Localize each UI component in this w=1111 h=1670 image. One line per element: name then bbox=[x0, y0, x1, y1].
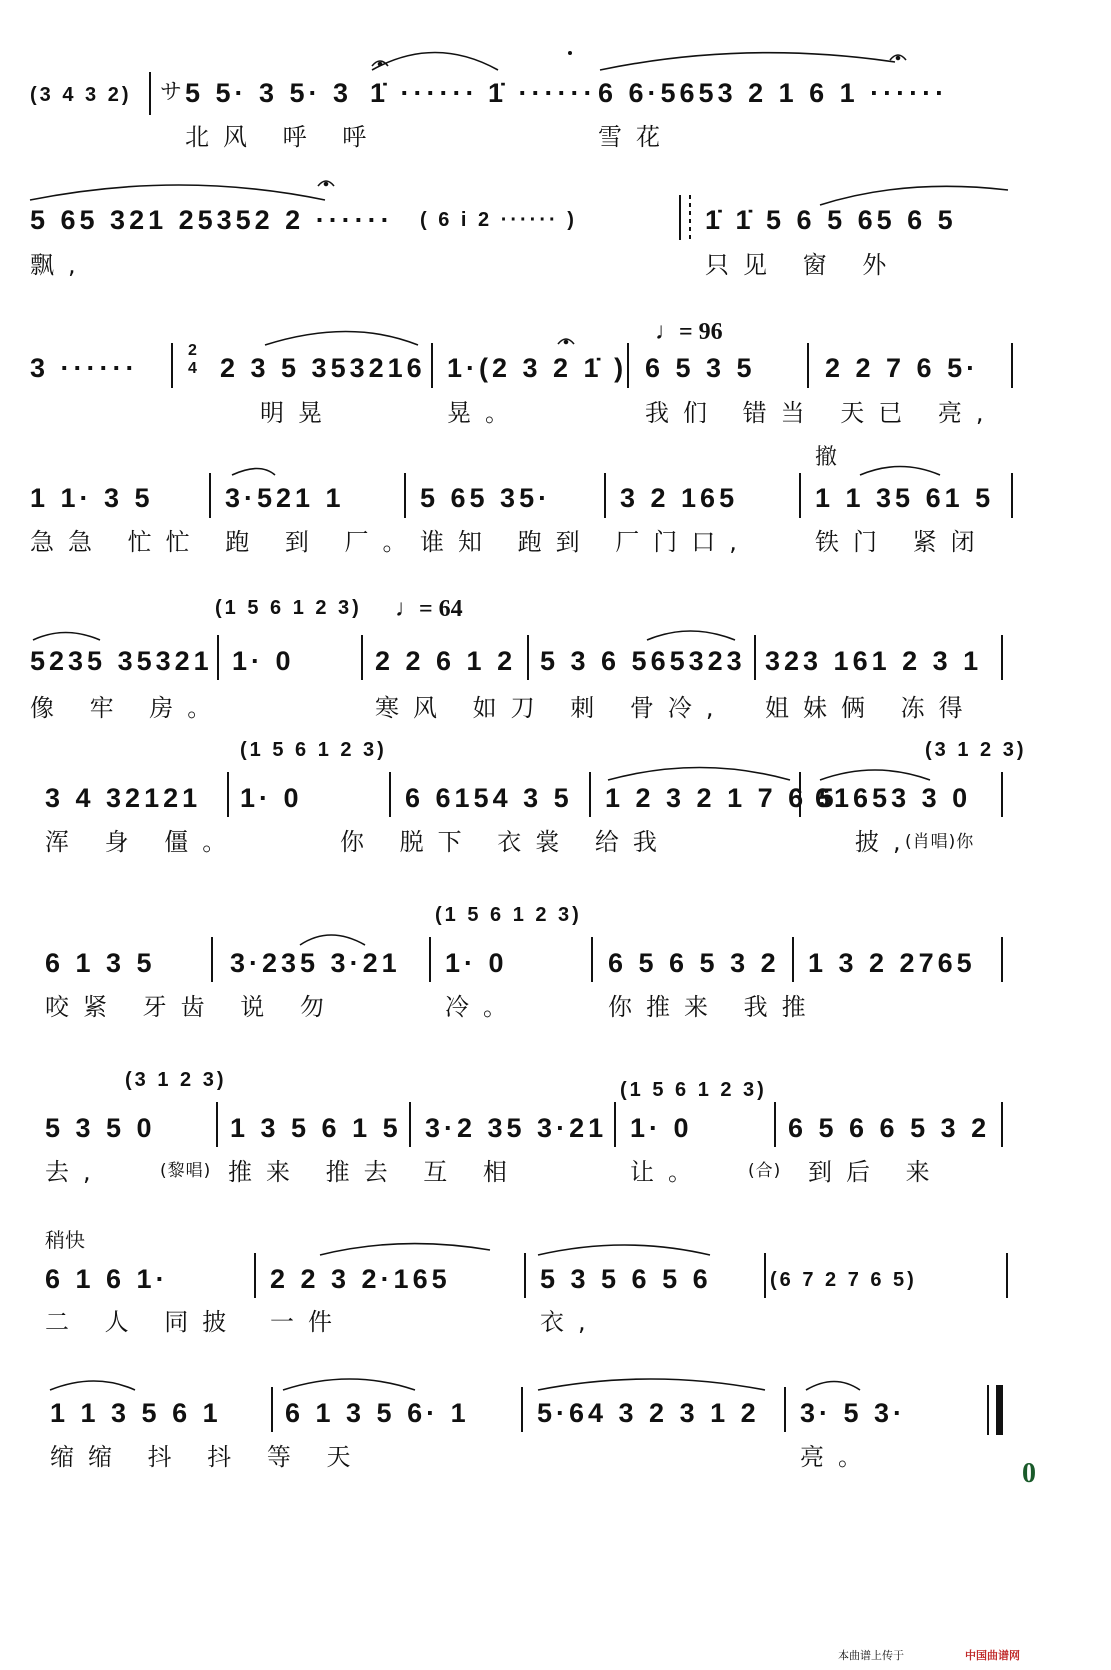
free-meter-mark: サ bbox=[160, 80, 183, 105]
notes-6e: 61653 3 0 bbox=[815, 783, 972, 813]
notes-3a: 3 ······ bbox=[30, 353, 139, 383]
notes-1d: 6 6·5653 2 1 6 1 ······ bbox=[598, 78, 949, 108]
lichang-label: (黎唱) bbox=[160, 1161, 212, 1181]
lyric-4b: 谁知 跑到 厂门口, bbox=[420, 528, 751, 556]
sa-mark: 撤 bbox=[815, 445, 838, 470]
intro-notes: (3 4 3 2) bbox=[30, 84, 132, 106]
notes-6d: 1 2 3 2 1 7 6 5 bbox=[605, 783, 838, 813]
notes-5a: 5235 35321 bbox=[30, 646, 213, 676]
slurs bbox=[30, 53, 1008, 1391]
decor-dot bbox=[568, 51, 572, 55]
notes-4a: 1 1· 3 5 bbox=[30, 483, 154, 513]
notes-9a: 6 1 6 1· bbox=[45, 1264, 169, 1294]
notes-4e: 1 1 35 61 5 bbox=[815, 483, 995, 513]
paren-notes-5: (3 1 2 3) bbox=[125, 1069, 227, 1091]
lyric-3b: 晃。 bbox=[447, 399, 523, 427]
notes-10d: 3· 5 3· bbox=[800, 1398, 907, 1428]
notes-8e: 6 5 6 6 5 3 2 bbox=[788, 1113, 991, 1143]
notes-4c: 5 65 35· bbox=[420, 483, 552, 513]
notes-5e: 323 161 2 3 1 bbox=[765, 646, 983, 676]
shaokuai-mark: 稍快 bbox=[45, 1228, 85, 1252]
lyric-10b: 亮。 bbox=[800, 1443, 876, 1471]
notes-8b: 1 3 5 6 1 5 bbox=[230, 1113, 402, 1143]
lyric-5a: 像 牢 房。 bbox=[30, 694, 226, 722]
fermatas bbox=[318, 55, 906, 344]
notes-8c: 3·2 35 3·21 bbox=[425, 1113, 608, 1143]
paren-notes-2: (1 5 6 1 2 3) bbox=[240, 739, 387, 761]
lyric-8d: 到后 来 bbox=[808, 1158, 944, 1186]
lyric-9a: 二 人 同披 bbox=[45, 1308, 241, 1336]
paren-notes-1: (1 5 6 1 2 3) bbox=[215, 597, 362, 619]
lyric-9b: 一件 bbox=[270, 1308, 346, 1336]
notes-2c: 1̇ 1̇ 5 6 5 65 6 5 bbox=[705, 205, 957, 235]
lyric-1b: 雪花 bbox=[598, 123, 674, 151]
lyric-6b: 你 脱下 衣裳 给我 bbox=[340, 828, 671, 856]
footer-upload-text: 本曲谱上传于 bbox=[838, 1649, 904, 1662]
notes-7e: 1 3 2 2765 bbox=[808, 948, 976, 978]
lyric-6c: 披, bbox=[855, 828, 915, 856]
lyric-4c: 铁门 紧闭 bbox=[815, 528, 989, 556]
notes-2a: 5 65 321 25352 2 ······ bbox=[30, 205, 394, 235]
page-number: 0 bbox=[1022, 1458, 1036, 1489]
barlines bbox=[150, 72, 1012, 1432]
notes-4d: 3 2 165 bbox=[620, 483, 739, 513]
paren-notes-6: (1 5 6 1 2 3) bbox=[620, 1079, 767, 1101]
lyric-5c: 姐妹俩 冻得 bbox=[765, 694, 977, 722]
notes-5d: 5 3 6 565323 bbox=[540, 646, 746, 676]
notes-10c: 5·64 3 2 3 1 2 bbox=[537, 1398, 760, 1428]
lyric-1a: 北风 呼 呼 bbox=[185, 123, 381, 151]
lyric-4a: 急急 忙忙 跑 到 厂。 bbox=[30, 528, 421, 556]
paren-notes-4: (1 5 6 1 2 3) bbox=[435, 904, 582, 926]
notes-6c: 6 6154 3 5 bbox=[405, 783, 573, 813]
notes-9c: 5 3 5 6 5 6 bbox=[540, 1264, 712, 1294]
notes-2b: ( 6 i 2 ······ ) bbox=[420, 209, 577, 231]
final-barline-thick bbox=[996, 1385, 1003, 1435]
lyric-8b: 推来 推去 互 相 bbox=[228, 1158, 521, 1186]
lyric-7a: 咬紧 牙齿 说 勿 bbox=[45, 993, 338, 1021]
notes-1c: 1̇ ······ bbox=[488, 78, 597, 108]
notes-3c: 1·(2 3 2 1̇ ) bbox=[447, 353, 628, 383]
footer-site-logo: 中国曲谱网 bbox=[965, 1649, 1020, 1662]
time-signature-top: 2 bbox=[188, 342, 197, 359]
lyric-10a: 缩缩 抖 抖 等 天 bbox=[50, 1443, 365, 1471]
lyric-7b: 冷。 bbox=[445, 993, 521, 1021]
notes-10b: 6 1 3 5 6· 1 bbox=[285, 1398, 470, 1428]
lyric-9c: 衣, bbox=[540, 1308, 600, 1336]
notes-8d: 1· 0 bbox=[630, 1113, 693, 1143]
lyric-8c: 让。 bbox=[630, 1158, 706, 1186]
time-signature-bottom: 4 bbox=[188, 360, 197, 377]
notes-7d: 6 5 6 5 3 2 bbox=[608, 948, 780, 978]
notes-3e: 2 2 7 6 5· bbox=[825, 353, 980, 383]
hechang-label: (合) bbox=[748, 1161, 782, 1181]
xiaochang-label: (肖唱)你 bbox=[905, 832, 975, 852]
lyric-8a: 去, bbox=[45, 1158, 105, 1186]
notes-4b: 3·521 1 bbox=[225, 483, 345, 513]
notes-6a: 3 4 32121 bbox=[45, 783, 202, 813]
tempo-marking-96: ♩= 96 bbox=[655, 319, 723, 345]
notes-6b: 1· 0 bbox=[240, 783, 303, 813]
notes-7c: 1· 0 bbox=[445, 948, 508, 978]
notes-7b: 3·235 3·21 bbox=[230, 948, 401, 978]
lyric-3c: 我们 错当 天已 亮, bbox=[645, 399, 998, 427]
notes-1a: 5 5· 3 5· 3 bbox=[185, 78, 353, 108]
lyric-6a: 浑 身 僵。 bbox=[45, 828, 241, 856]
lyric-2a: 飘, bbox=[30, 251, 90, 279]
notes-1b: 1̇ ······ bbox=[370, 78, 479, 108]
notes-8a: 5 3 5 0 bbox=[45, 1113, 156, 1143]
notes-5c: 2 2 6 1 2 bbox=[375, 646, 517, 676]
notes-5b: 1· 0 bbox=[232, 646, 295, 676]
notes-10a: 1 1 3 5 6 1 bbox=[50, 1398, 222, 1428]
notes-9b: 2 2 3 2·165 bbox=[270, 1264, 451, 1294]
notes-3b: 2 3 5 353216 bbox=[220, 353, 426, 383]
notes-3d: 6 5 3 5 bbox=[645, 353, 756, 383]
notes-9d: (6 7 2 7 6 5) bbox=[770, 1269, 917, 1291]
lyric-2b: 只见 窗 外 bbox=[705, 251, 901, 279]
notes-7a: 6 1 3 5 bbox=[45, 948, 156, 978]
lyric-3a: 明晃 bbox=[260, 399, 336, 427]
tempo-marking-64: ♩= 64 bbox=[395, 596, 463, 622]
lyric-7c: 你推来 我推 bbox=[608, 993, 820, 1021]
lyric-5b: 寒风 如刀 刺 骨冷, bbox=[375, 694, 728, 722]
paren-notes-3: (3 1 2 3) bbox=[925, 739, 1027, 761]
